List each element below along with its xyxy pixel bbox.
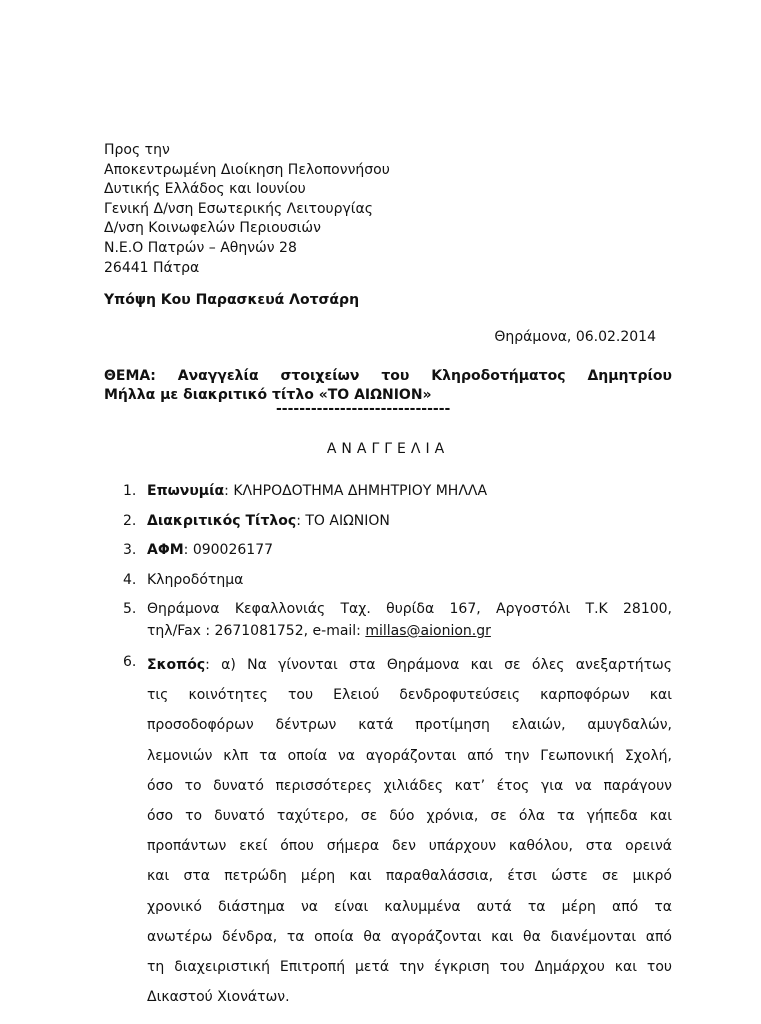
scope-line: προπάντων εκεί όπου σήμερα δεν υπάρχουν καθόλου, στα ορεινά xyxy=(147,838,672,855)
item-address-line: Θηράμονα Κεφαλλονιάς Ταχ. θυρίδα 167, Αργοστόλι Τ.Κ 28100, xyxy=(147,601,672,617)
scope-line: ανωτέρω δένδρα, τα οποία θα αγοράζονται και θα διανέμονται από xyxy=(147,928,672,945)
recipient-line: 26441 Πάτρα xyxy=(104,259,200,276)
list-item xyxy=(104,480,672,510)
item-label: Επωνυμία xyxy=(147,483,225,499)
item-number: 5. xyxy=(123,601,137,617)
attention-line: Υπόψη Κου Παρασκευά Λοτσάρη xyxy=(104,292,360,308)
item-value: : 090026177 xyxy=(183,542,274,558)
item-value: Κληροδότημα xyxy=(147,571,244,588)
recipient-line: Δ/νση Κοινωφελών Περιουσιών xyxy=(104,220,321,237)
item-value: : ΤΟ ΑΙΩΝΙΟΝ xyxy=(296,512,390,529)
subject-block xyxy=(104,367,672,405)
scope-line: τη διαχειριστική Επιτροπή μετά την έγκριση του Δημάρχου και του xyxy=(147,958,672,975)
item-phone: τηλ/Fax : 2671081752, e-mail: xyxy=(147,623,366,639)
item-label: Σκοπός xyxy=(147,657,206,673)
recipient-line: Δυτικής Ελλάδος και Ιουνίου xyxy=(104,181,306,198)
subject-underline: ------------------------------ xyxy=(276,401,451,417)
recipient-address xyxy=(104,141,390,278)
list-item xyxy=(104,510,672,540)
item-contact-line xyxy=(147,620,672,642)
list-item xyxy=(104,539,672,569)
recipient-line: Γενική Δ/νση Εσωτερικής Λειτουργίας xyxy=(104,200,373,217)
subject-line-1: ΘΕΜΑ: Αναγγελία στοιχείων του Κληροδοτήματος Δημητρίου xyxy=(104,368,672,384)
item-number: 1. xyxy=(123,483,137,499)
recipient-line: Αποκεντρωμένη Διοίκηση Πελοποννήσου xyxy=(104,161,390,178)
scope-line: Δικαστού Χιονάτων. xyxy=(147,989,290,1006)
item-number: 2. xyxy=(123,512,137,529)
list-item xyxy=(104,598,672,654)
item-number: 4. xyxy=(123,571,137,588)
scope-line: προσοδοφόρων δέντρων κατά προτίμηση ελαιών, αμυγδαλών, xyxy=(147,717,672,734)
scope-line: όσο το δυνατό περισσότερες χιλιάδες κατ’ έτος για να παράγουν xyxy=(147,777,672,794)
scope-line: όσο το δυνατό ταχύτερο, σε δύο χρόνια, σε όλα τα γήπεδα και xyxy=(147,807,672,824)
subject-line-2: Μήλλα με διακριτικό τίτλο «ΤΟ ΑΙΩΝΙΟΝ» xyxy=(104,387,432,403)
scope-line: και στα πετρώδη μέρη και παραθαλάσσια, έτσι ώστε σε μικρό xyxy=(147,868,672,885)
list-item xyxy=(104,654,672,1016)
item-label: Διακριτικός Τίτλος xyxy=(147,512,297,529)
document-date: Θηράμονα, 06.02.2014 xyxy=(494,329,656,345)
item-number: 3. xyxy=(123,542,137,558)
recipient-line: Ν.Ε.Ο Πατρών – Αθηνών 28 xyxy=(104,239,297,256)
item-number: 6. xyxy=(123,654,137,670)
item-value: : ΚΛΗΡΟΔΟΤΗΜΑ ΔΗΜΗΤΡΙΟΥ ΜΗΛΛΑ xyxy=(224,483,488,499)
recipient-line: Προς την xyxy=(104,142,170,158)
scope-text: : α) Να γίνονται στα Θηράμονα και σε όλες ανεξαρτήτως xyxy=(205,657,672,673)
list-item xyxy=(104,569,672,599)
scope-line: χρονικό διάστημα να είναι καλυμμένα αυτά τα μέρη από τα xyxy=(147,898,672,915)
announcement-heading: ΑΝΑΓΓΕΛΙΑ xyxy=(326,441,450,457)
item-label: ΑΦΜ xyxy=(147,542,184,558)
scope-line: λεμονιών κλπ τα οποία να αγοράζονται από την Γεωπονική Σχολή, xyxy=(147,747,672,764)
announcement-items xyxy=(104,480,672,1016)
email-link[interactable]: millas@aionion.gr xyxy=(365,623,491,639)
scope-line xyxy=(147,654,672,684)
scope-line: τις κοινότητες του Ελειού δενδροφυτεύσεις καρποφόρων και xyxy=(147,687,672,704)
